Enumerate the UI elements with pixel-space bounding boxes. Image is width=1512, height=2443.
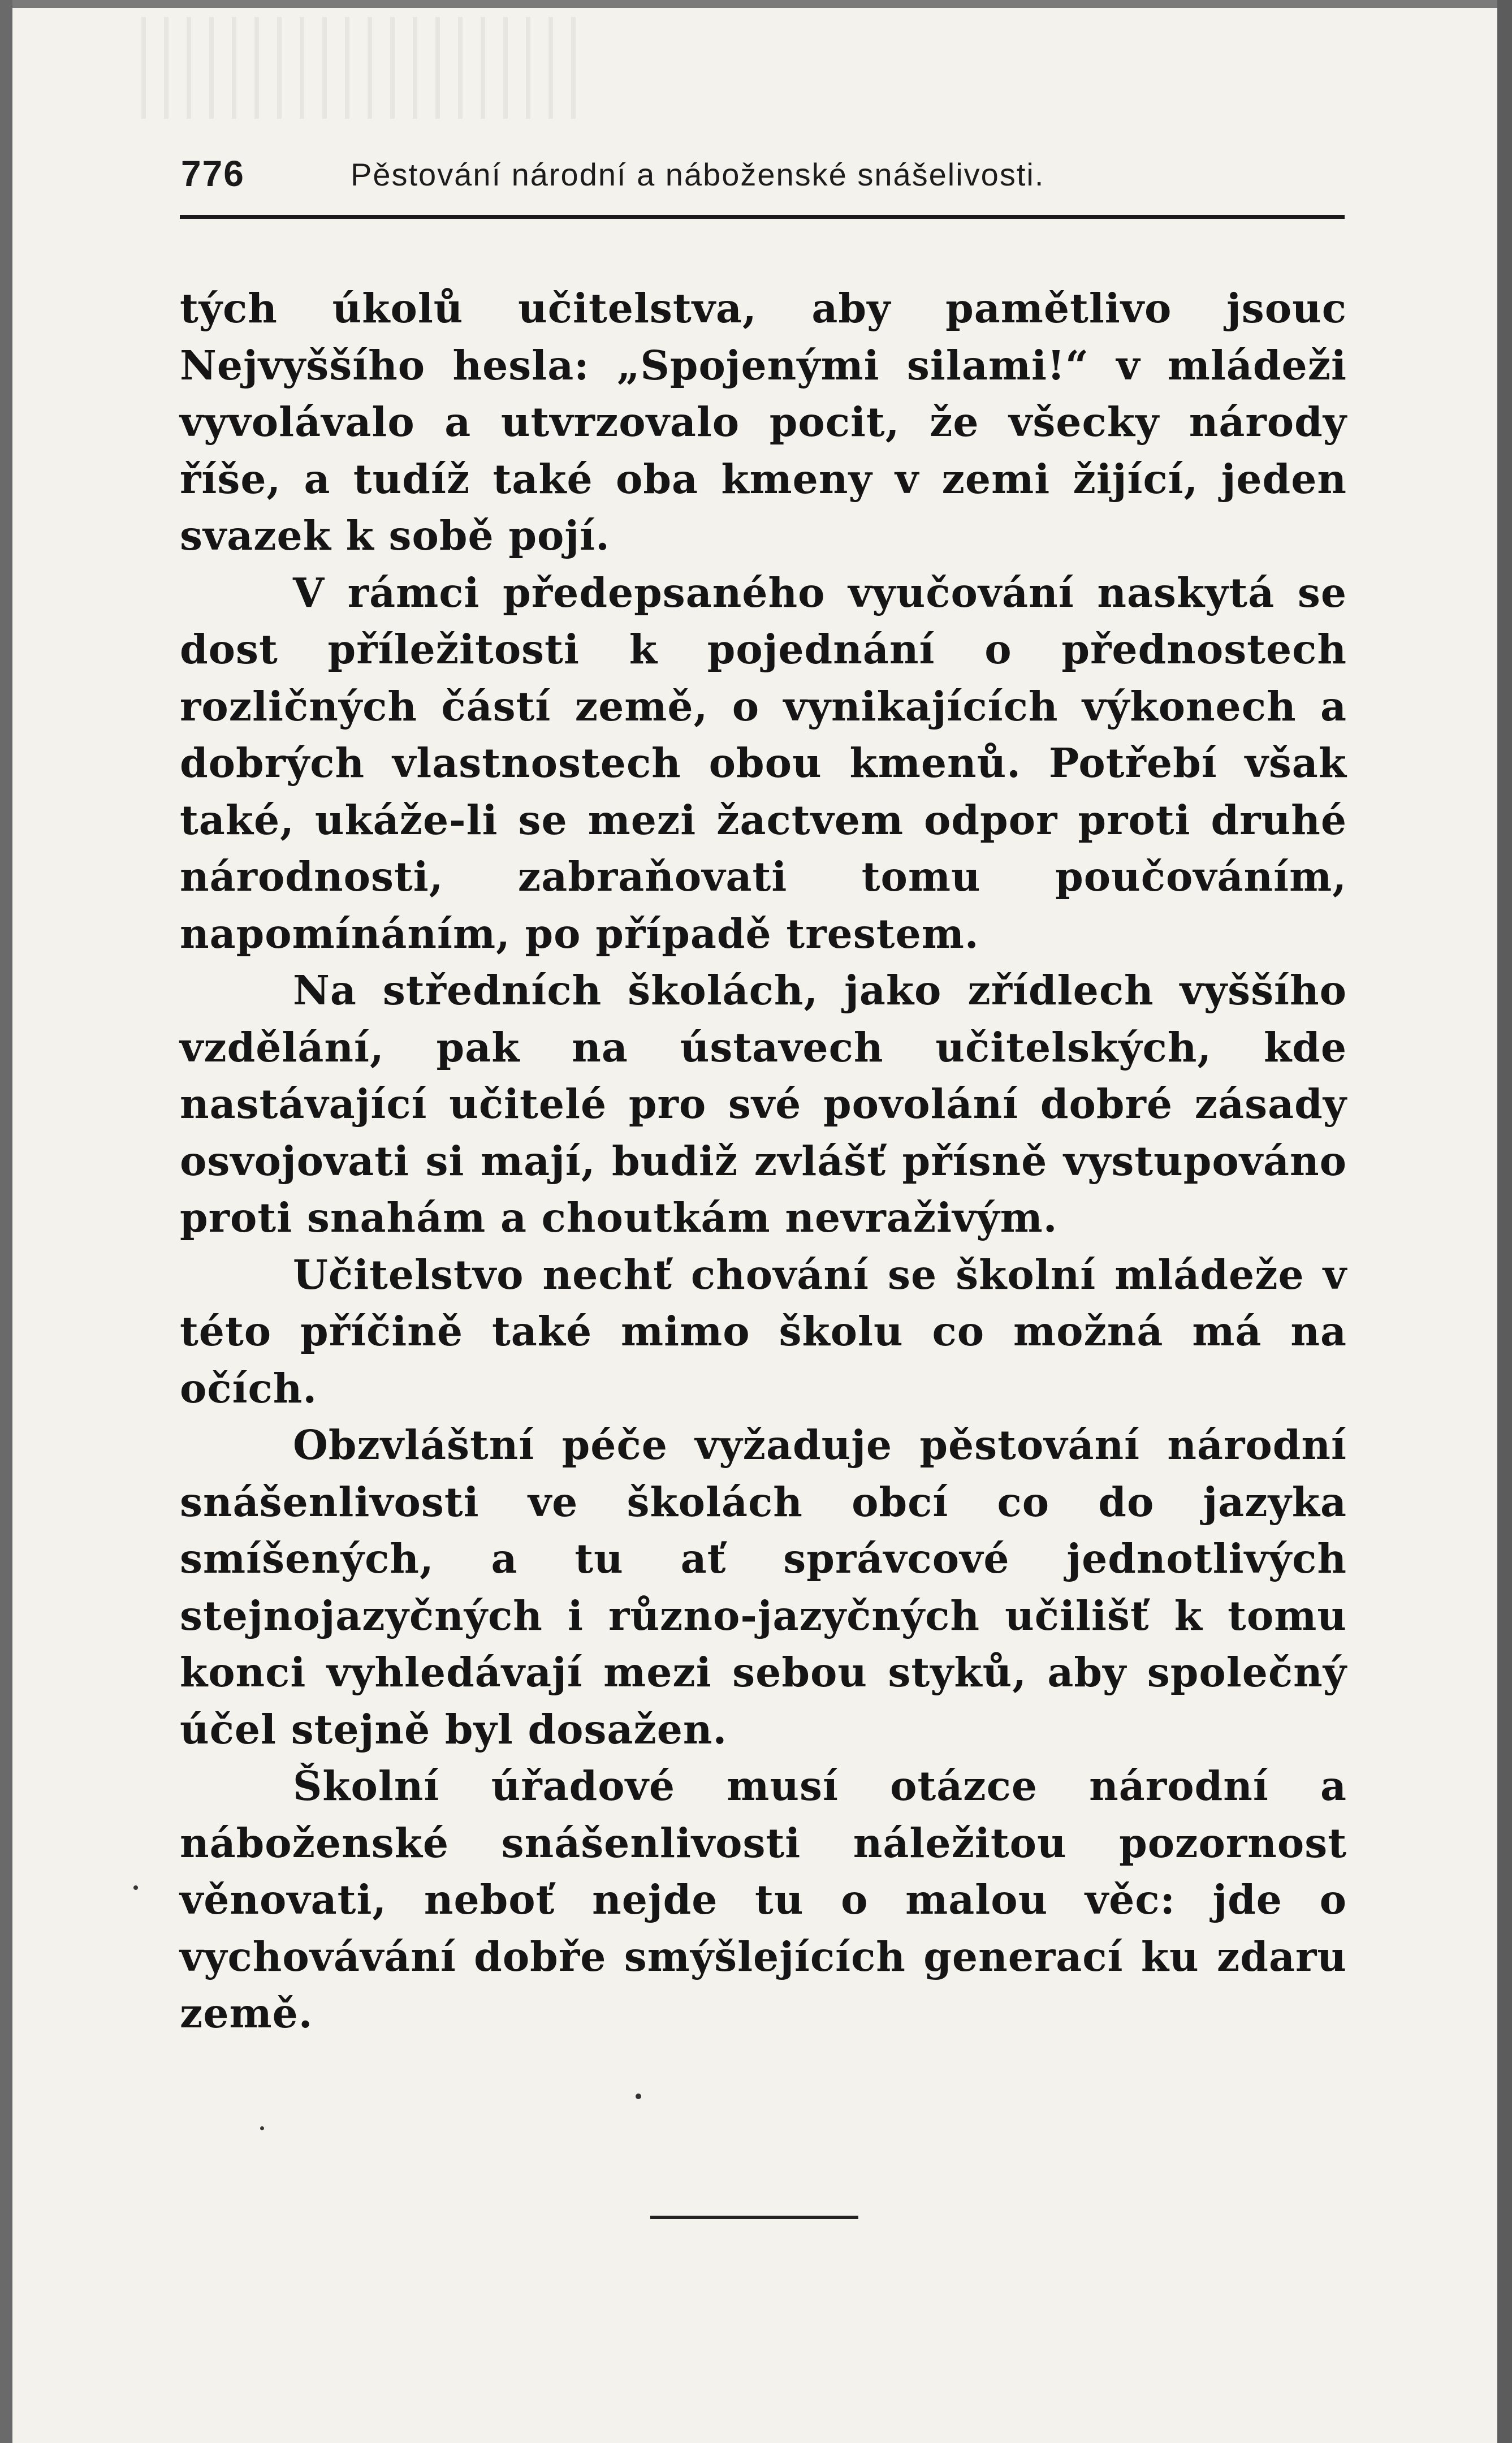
paragraph-2: V rámci předepsaného vyučování naskytá se dost příležitosti k pojednání o přednostech rozličných částí země, o vynikajících výkonech a dobrých vlastnostech obou kmenů. Potřebí však také, ukáže-li se mezi žactvem odpor proti druhé národnosti, zabraňovati tomu poučováním, napomínáním, po případě trestem.	[180, 568, 1347, 957]
ink-speck	[636, 2094, 641, 2099]
scan-edge-top	[0, 0, 1512, 8]
section-end-rule	[650, 2216, 858, 2219]
ink-speck	[260, 2126, 264, 2130]
scan-edge-right	[1497, 0, 1512, 2443]
ink-speck	[133, 1885, 138, 1890]
paragraph-6: Školní úřadové musí otázce národní a náboženské snášenlivosti náležitou pozornost věnovati, neboť nejde tu o malou věc: jde o vychovávání dobře smýšlejících generací ku zdaru země.	[180, 1762, 1347, 2037]
scan-edge-left	[0, 0, 12, 2443]
body-text	[180, 280, 1347, 2042]
paragraph-5: Obzvláštní péče vyžaduje pěstování národní snášenlivosti ve školách obcí co do jazyka smíšených, a tu ať správcové jednotlivých stejnojazyčných i různo-jazyčných učilišť k tomu konci vyhledávají mezi sebou styků, aby společný účel stejně byl dosažen.	[180, 1421, 1347, 1753]
running-header	[181, 153, 1346, 204]
page-number: 776	[181, 153, 245, 194]
paragraph-1: tých úkolů učitelstva, aby pamětlivo jsouc Nejvyššího hesla: „Spojenými silami!“ v mládeži vyvolávalo a utvrzovalo pocit, že všecky národy říše, a tudíž také oba kmeny v zemi žijící, jeden svazek k sobě pojí.	[180, 284, 1347, 559]
paragraph-3: Na středních školách, jako zřídlech vyššího vzdělání, pak na ústavech učitelských, kde nastávající učitelé pro své povolání dobré zásady osvojovati si mají, budiž zvlášť přísně vystupováno proti snahám a choutkám nevraživým.	[180, 966, 1347, 1241]
bleed-through-texture	[141, 17, 594, 119]
paragraph-4: Učitelstvo nechť chování se školní mládeže v této příčině také mimo školu co možná má na očích.	[180, 1250, 1347, 1412]
running-title: Pěstování národní a náboženské snášelivosti.	[351, 157, 1045, 192]
header-rule	[180, 215, 1345, 219]
